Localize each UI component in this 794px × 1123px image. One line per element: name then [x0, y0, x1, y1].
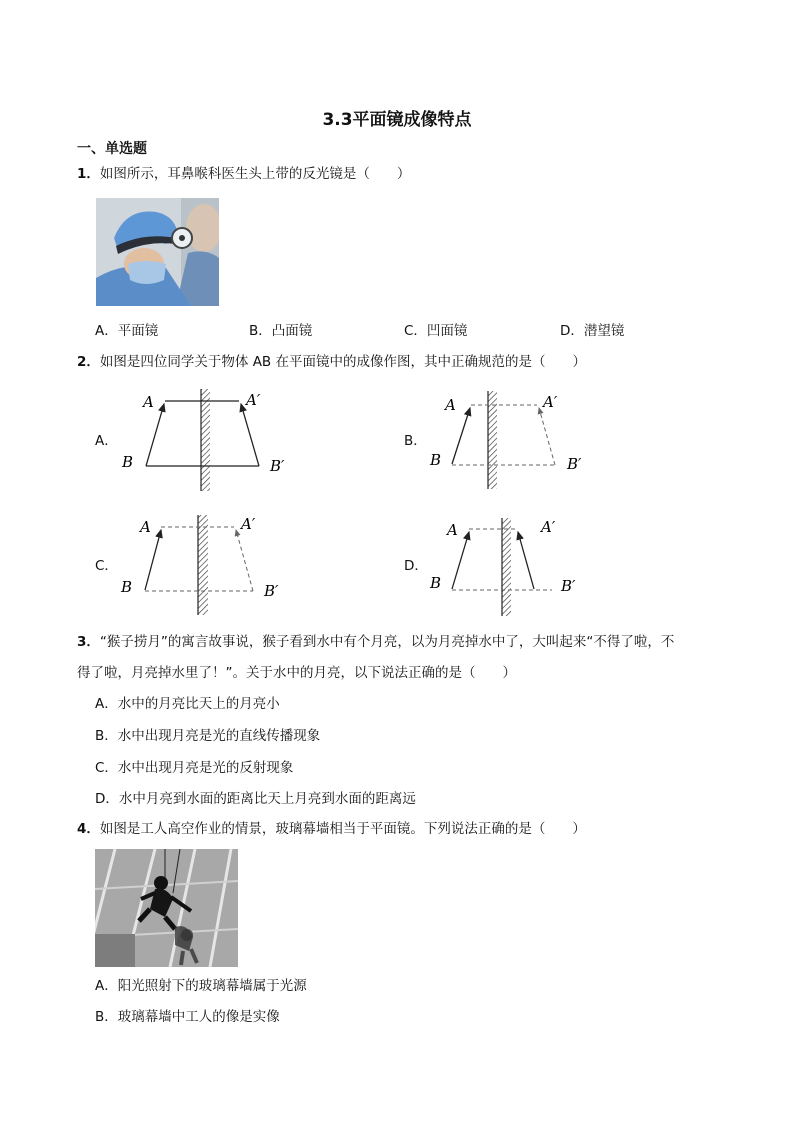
section-heading: 一、单选题: [77, 141, 147, 157]
q3-option-a: A．水中的月亮比天上的月亮小: [95, 696, 280, 712]
label-b: B: [121, 578, 133, 596]
question-text: 如图是工人高空作业的情景，玻璃幕墙相当于平面镜。下列说法正确的是（ ）: [99, 821, 586, 837]
q2-diagram-a: [115, 385, 305, 495]
label-b-prime: B′: [567, 455, 582, 473]
label-a-prime: A′: [541, 518, 556, 536]
question-3: [77, 632, 674, 652]
question-4: [77, 819, 586, 839]
label-a-prime: A′: [241, 515, 256, 533]
q2-diagram-c: [115, 510, 305, 620]
q4-option-b: B．玻璃幕墙中工人的像是实像: [95, 1009, 280, 1025]
question-text: 如图所示，耳鼻喉科医生头上带的反光镜是（ ）: [99, 166, 411, 182]
q3-option-c: C．水中出现月亮是光的反射现象: [95, 760, 294, 776]
page-title: 3.3平面镜成像特点: [322, 110, 472, 130]
question-text: 如图是四位同学关于物体 AB 在平面镜中的成像作图，其中正确规范的是（ ）: [99, 354, 586, 370]
q2-option-d-label: D．: [404, 558, 428, 574]
label-b-prime: B′: [561, 577, 576, 595]
q2-option-a-label: A．: [95, 433, 118, 449]
q2-diagram-d: [425, 510, 595, 620]
q3-option-b: B．水中出现月亮是光的直线传播现象: [95, 728, 321, 744]
label-b: B: [430, 574, 442, 592]
question-text-line1: “猴子捞月”的寓言故事说，猴子看到水中有个月亮，以为月亮掉水中了，大叫起来“不得了啦，不: [99, 634, 675, 650]
q1-option-a: A．平面镜: [95, 323, 159, 339]
q1-option-d: D．潜望镜: [560, 323, 625, 339]
q3-option-d: D．水中月亮到水面的距离比天上月亮到水面的距离远: [95, 791, 416, 807]
q1-option-b: B．凸面镜: [249, 323, 313, 339]
label-a-prime: A′: [246, 391, 261, 409]
label-a: A: [447, 521, 458, 539]
label-a: A: [445, 396, 456, 414]
q2-diagram-b: [425, 385, 595, 495]
label-b: B: [122, 453, 134, 471]
question-number: 3．: [77, 634, 100, 650]
question-number: 4．: [77, 821, 100, 837]
q2-option-c-label: C．: [95, 558, 118, 574]
q4-option-a: A．阳光照射下的玻璃幕墙属于光源: [95, 978, 307, 994]
label-b-prime: B′: [270, 457, 285, 475]
question-number: 2．: [77, 354, 100, 370]
q1-option-c: C．凹面镜: [404, 323, 468, 339]
question-2: [77, 352, 586, 372]
question-number: 1．: [77, 166, 100, 182]
worker-photo: [95, 849, 238, 967]
doctor-photo: [96, 198, 219, 306]
question-1: [77, 164, 410, 184]
label-b: B: [430, 451, 442, 469]
q2-option-b-label: B．: [404, 433, 427, 449]
question-3-line2: 得了啦，月亮掉水里了！”。关于水中的月亮，以下说法正确的是（ ）: [77, 665, 516, 681]
label-a: A: [140, 518, 151, 536]
label-a-prime: A′: [543, 393, 558, 411]
label-a: A: [143, 393, 154, 411]
label-b-prime: B′: [264, 582, 279, 600]
